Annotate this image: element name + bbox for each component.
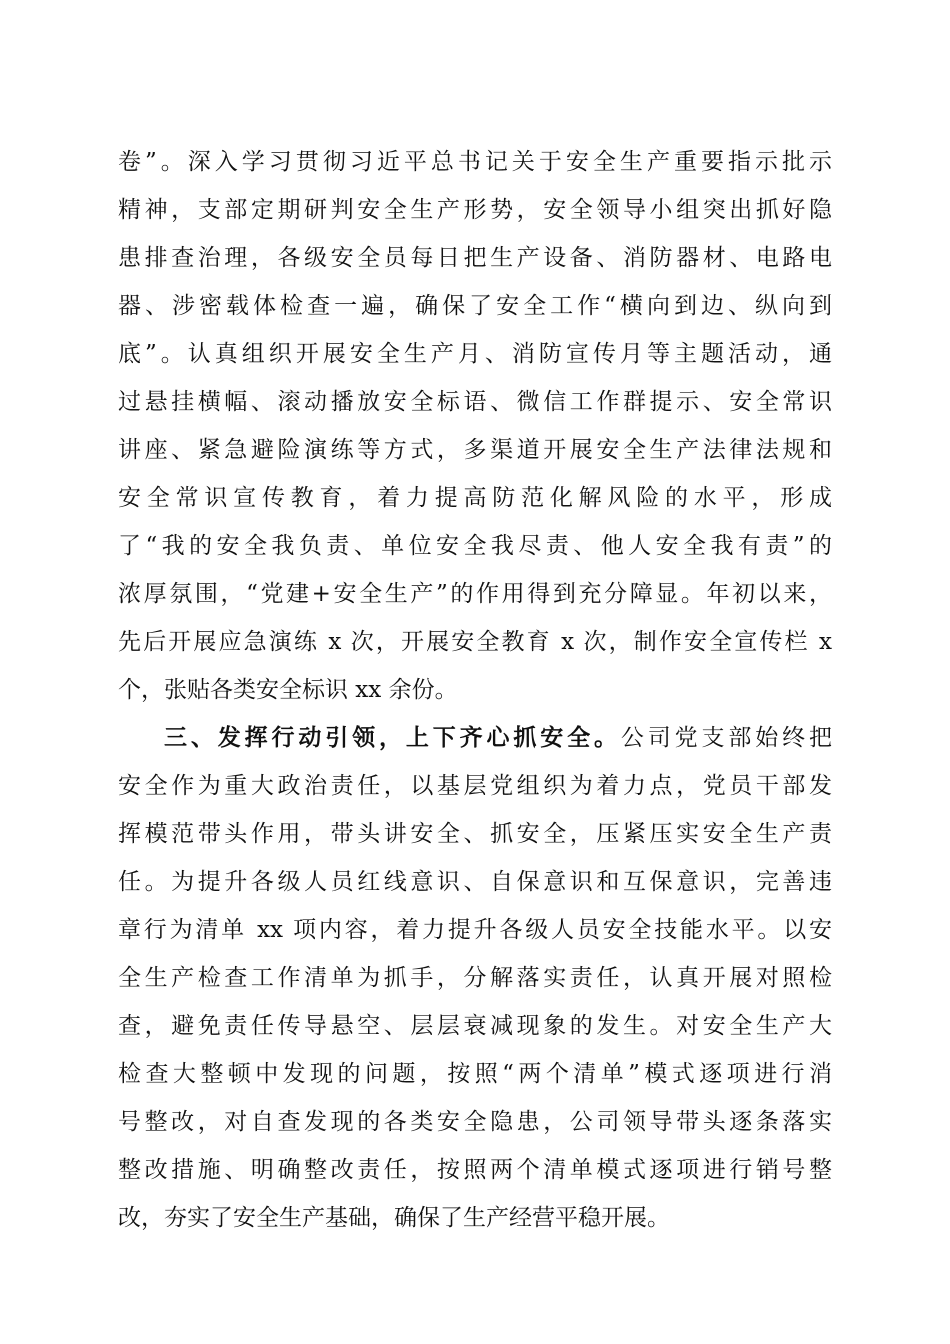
paragraph-1-line: 底”。认真组织开展安全生产月、消防宣传月等主题活动，通: [118, 341, 832, 367]
paragraph-2-line: 安全作为重大政治责任，以基层党组织为着力点，党员干部发: [118, 773, 832, 799]
section-heading: 三、发挥行动引领，上下齐心抓安全。: [164, 724, 621, 751]
paragraph-1-line: 了“我的安全我负责、单位安全我尽责、他人安全我有责”的: [118, 533, 832, 559]
paragraph-2-line: 挥模范带头作用，带头讲安全、抓安全，压紧压实安全生产责: [118, 821, 832, 847]
paragraph-1-line: 过悬挂横幅、滚动播放安全标语、微信工作群提示、安全常识: [118, 389, 832, 415]
paragraph-2-line: 整改措施、明确整改责任，按照两个清单模式逐项进行销号整: [118, 1157, 832, 1183]
paragraph-1-line: 讲座、紧急避险演练等方式，多渠道开展安全生产法律法规和: [118, 437, 832, 463]
paragraph-2-first-line-text: 公司党支部始终把: [620, 725, 832, 751]
paragraph-1-line: 个，张贴各类安全标识 xx 余份。: [118, 677, 458, 703]
paragraph-1: [118, 138, 832, 714]
paragraph-2: [118, 714, 832, 1242]
paragraph-2-line: 检查大整顿中发现的问题，按照“两个清单”模式逐项进行消: [118, 1061, 832, 1087]
paragraph-1-line: 精神，支部定期研判安全生产形势，安全领导小组突出抓好隐: [118, 197, 832, 223]
paragraph-1-line: 患排查治理，各级安全员每日把生产设备、消防器材、电路电: [118, 245, 832, 271]
paragraph-2-line: 任。为提升各级人员红线意识、自保意识和互保意识，完善违: [118, 869, 832, 895]
paragraph-2-line: 章行为清单 xx 项内容，着力提升各级人员安全技能水平。以安: [118, 917, 832, 943]
paragraph-1-line: 器、涉密载体检查一遍，确保了安全工作“横向到边、纵向到: [118, 293, 832, 319]
paragraph-2-line: 查，避免责任传导悬空、层层衰减现象的发生。对安全生产大: [118, 1013, 832, 1039]
paragraph-2-first-line: [118, 714, 832, 762]
paragraph-2-line: 全生产检查工作清单为抓手，分解落实责任，认真开展对照检: [118, 965, 832, 991]
paragraph-1-line: 卷”。深入学习贯彻习近平总书记关于安全生产重要指示批示: [118, 149, 832, 175]
paragraph-1-line: 安全常识宣传教育，着力提高防范化解风险的水平，形成: [118, 485, 832, 511]
paragraph-2-line: 改，夯实了安全生产基础，确保了生产经营平稳开展。: [118, 1205, 670, 1231]
paragraph-1-line: 先后开展应急演练 x 次，开展安全教育 x 次，制作安全宣传栏 x: [118, 629, 832, 655]
paragraph-2-line: 号整改，对自查发现的各类安全隐患，公司领导带头逐条落实: [118, 1109, 832, 1135]
paragraph-1-line: 浓厚氛围，“党建+安全生产”的作用得到充分障显。年初以来，: [118, 581, 832, 607]
